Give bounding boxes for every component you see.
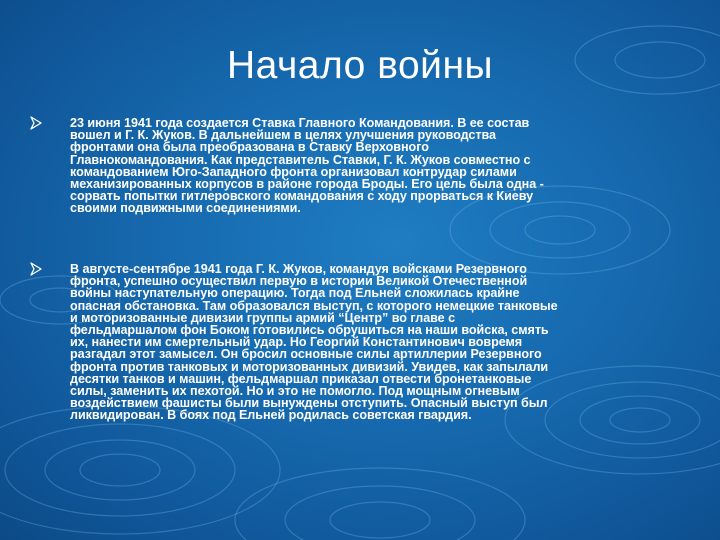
arrowhead-bullet-icon — [29, 116, 43, 130]
text-line: фронтами она была преобразована в Ставку Верховного — [70, 140, 429, 155]
text-line: вошел и Г. К. Жуков. В дальнейшем в целях улучшения руководства — [70, 128, 496, 143]
text-line: воздействием фашисты были вынуждены отступить. Опасный выступ был — [70, 396, 548, 411]
slide-title: Начало войны — [226, 44, 494, 87]
text-line: сорвать попытки гитлеровского командования с ходу прорваться к Киеву — [70, 189, 534, 204]
text-line: опасная обстановка. Там образовался выступ, с которого немецкие танковые — [70, 298, 558, 313]
bullet-text — [70, 263, 628, 422]
text-line: фельдмаршалом фон Боком готовились обрушиться на наши войска, смять — [70, 323, 549, 338]
bullet-text — [70, 117, 628, 215]
text-line: и моторизованные дивизии группы армий “Центр” во главе с — [70, 310, 456, 325]
text-line: Главнокомандования. Как представитель Ставки, Г. К. Жуков совместно с — [70, 152, 531, 167]
text-line: 23 июня 1941 года создается Ставка Главного Командования. В ее состав — [70, 116, 530, 130]
text-line: десятки танков и машин, фельдмаршал приказал отвести бронетанковые — [70, 371, 532, 386]
text-line: В августе-сентябре 1941 года Г. К. Жуков, командуя войсками Резервного — [70, 262, 527, 276]
text-line: своими подвижными соединениями. — [70, 201, 301, 216]
text-line: разгадал этот замысел. Он бросил основные силы артиллерии Резервного — [70, 347, 542, 362]
text-line: фронта, успешно осуществил первую в истории Великой Отечественной — [70, 274, 528, 289]
arrowhead-bullet-icon — [29, 262, 43, 276]
text-line: командованием Юго-Западного фронта организовал контрудар силами — [70, 164, 517, 179]
text-line: ликвидирован. В боях под Ельней родилась советская гвардия. — [70, 408, 472, 423]
text-line: механизированных корпусов в районе города Броды. Его цель была одна - — [70, 177, 544, 192]
text-line: фронта против танковых и моторизованных дивизий. Увидев, как запылали — [70, 359, 549, 374]
text-line: силы, заменить их пехотой. Но и это не помогло. Под мощным огневым — [70, 384, 520, 399]
text-line: их, нанести им смертельный удар. Но Георгий Константинович вовремя — [70, 335, 523, 350]
text-line: войны наступательную операцию. Тогда под Ельней сложилась крайне — [70, 286, 520, 301]
